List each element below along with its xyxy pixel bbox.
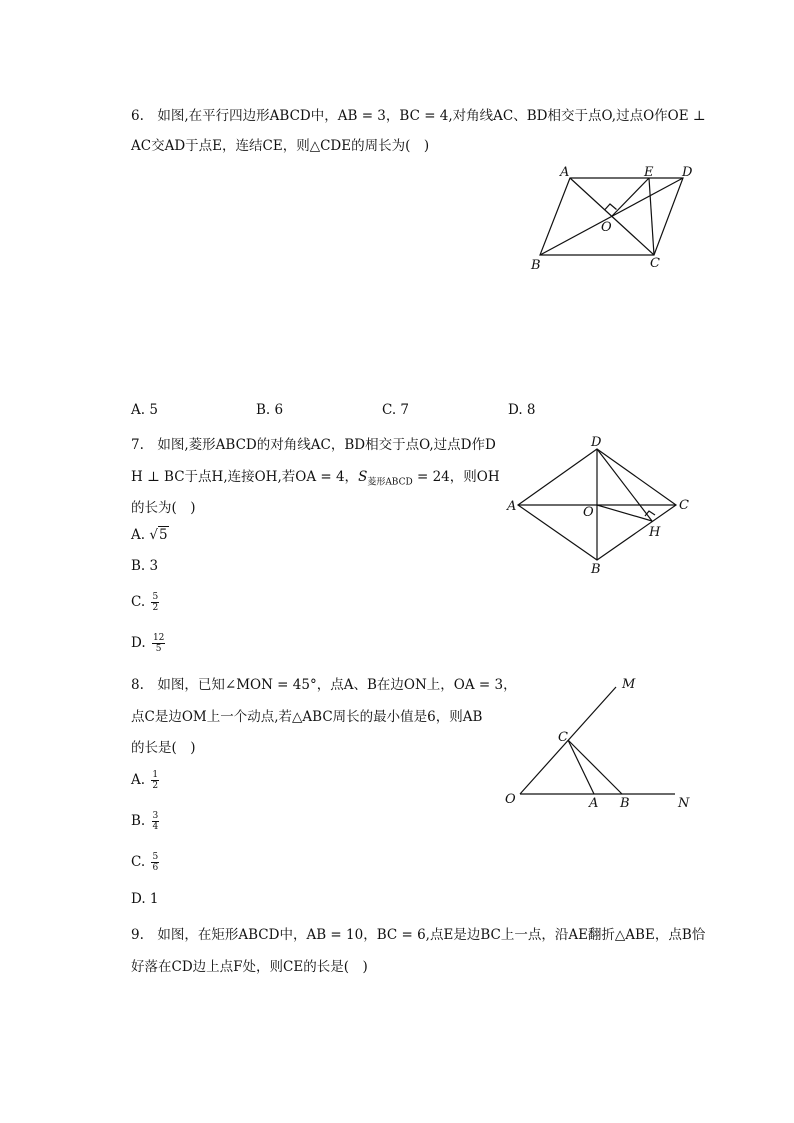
q7-label-b: B: [591, 562, 601, 577]
q7-option-d-label: D.: [131, 635, 146, 651]
q8-label-m: M: [622, 677, 636, 692]
q6-label-b: B: [531, 258, 541, 273]
q6-parallelogram-figure: [520, 160, 710, 275]
q6-label-a: A: [560, 165, 570, 180]
fraction-numerator: 1: [152, 770, 159, 780]
fraction-numerator: 5: [152, 592, 159, 602]
q8-label-o: O: [505, 792, 516, 807]
q7-stem-line2: [131, 465, 500, 488]
q6-stem-line2: AC交AD于点E，连结CE，则△CDE的周长为( ): [131, 138, 430, 154]
fraction-denominator: 2: [152, 603, 159, 613]
q9-stem-line1: 9. 如图，在矩形ABCD中，AB = 10，BC = 6,点E是边BC上一点，沿AE翻折△ABE，点B恰: [131, 927, 706, 943]
q7-option-d-fraction: [152, 633, 165, 654]
q7-option-a-radicand: 5: [158, 527, 168, 543]
q7-label-d: D: [591, 435, 602, 450]
q8-option-a-fraction: [151, 770, 159, 791]
q8-option-b: [131, 811, 159, 832]
q7-stem-line1: 7. 如图,菱形ABCD的对角线AC，BD相交于点O,过点D作D: [131, 437, 496, 453]
q6-option-c: C. 7: [382, 402, 410, 418]
q7-option-c-label: C.: [131, 594, 146, 610]
q8-option-a-label: A.: [131, 772, 146, 788]
q8-stem-line2: 点C是边OM上一个动点,若△ABC周长的最小值是6，则AB: [131, 709, 483, 725]
sqrt-symbol: √5: [149, 527, 168, 543]
q7-label-o: O: [583, 505, 594, 520]
q7-option-a-label: A.: [131, 527, 146, 543]
q8-angle-figure: [500, 670, 700, 815]
q6-option-d: D. 8: [508, 402, 536, 418]
q9-stem-line2: 好落在CD边上点F处，则CE的长是( ): [131, 959, 368, 975]
q7-option-c: [131, 592, 159, 613]
q7-option-a: [131, 527, 169, 543]
q7-label-h: H: [649, 525, 661, 540]
q6-option-b: B. 6: [256, 402, 284, 418]
q7-option-d: [131, 633, 165, 654]
q6-label-e: E: [644, 165, 654, 180]
q7-stem-line2-pre: H ⊥ BC于点H,连接OH,若OA = 4，: [131, 469, 359, 485]
q8-option-d: D. 1: [131, 891, 159, 907]
q7-rhombus-figure: [500, 430, 700, 580]
fraction-denominator: 5: [155, 644, 162, 654]
q7-label-c: C: [679, 498, 689, 513]
q7-stem-line2-post: = 24，则OH: [412, 469, 500, 485]
q8-label-b: B: [620, 796, 630, 811]
fraction-numerator: 5: [152, 852, 159, 862]
q6-stem-line1: 6. 如图,在平行四边形ABCD中，AB = 3，BC = 4,对角线AC、BD相交于点O,过点O作OE ⊥: [131, 108, 706, 124]
q8-option-b-fraction: [152, 811, 160, 832]
q7-area-subscript: 菱形ABCD: [367, 477, 413, 488]
q6-label-d: D: [682, 165, 693, 180]
q8-label-a: A: [589, 796, 599, 811]
q8-label-c: C: [558, 730, 568, 745]
q8-stem-line1: 8. 如图，已知∠MON = 45°，点A、B在边ON上，OA = 3，: [131, 677, 517, 693]
fraction-denominator: 6: [152, 863, 159, 873]
q8-option-b-label: B.: [131, 813, 146, 829]
q6-option-a: A. 5: [131, 402, 158, 418]
q6-label-o: O: [601, 220, 612, 235]
q8-option-c-fraction: [151, 852, 159, 873]
q7-option-b: B. 3: [131, 558, 159, 574]
q8-label-n: N: [678, 796, 690, 811]
q8-option-c: [131, 852, 159, 873]
q7-area-symbol: S: [358, 469, 368, 485]
fraction-denominator: 4: [152, 822, 159, 832]
q7-label-a: A: [507, 499, 517, 514]
fraction-numerator: 3: [152, 811, 159, 821]
fraction-denominator: 2: [152, 781, 159, 791]
q8-option-c-label: C.: [131, 854, 146, 870]
q6-label-c: C: [650, 256, 660, 271]
q8-stem-line3: 的长是( ): [131, 740, 196, 756]
q7-option-c-fraction: [151, 592, 159, 613]
q8-option-a: [131, 770, 159, 791]
q7-stem-line3: 的长为( ): [131, 500, 196, 516]
fraction-numerator: 12: [152, 633, 165, 643]
